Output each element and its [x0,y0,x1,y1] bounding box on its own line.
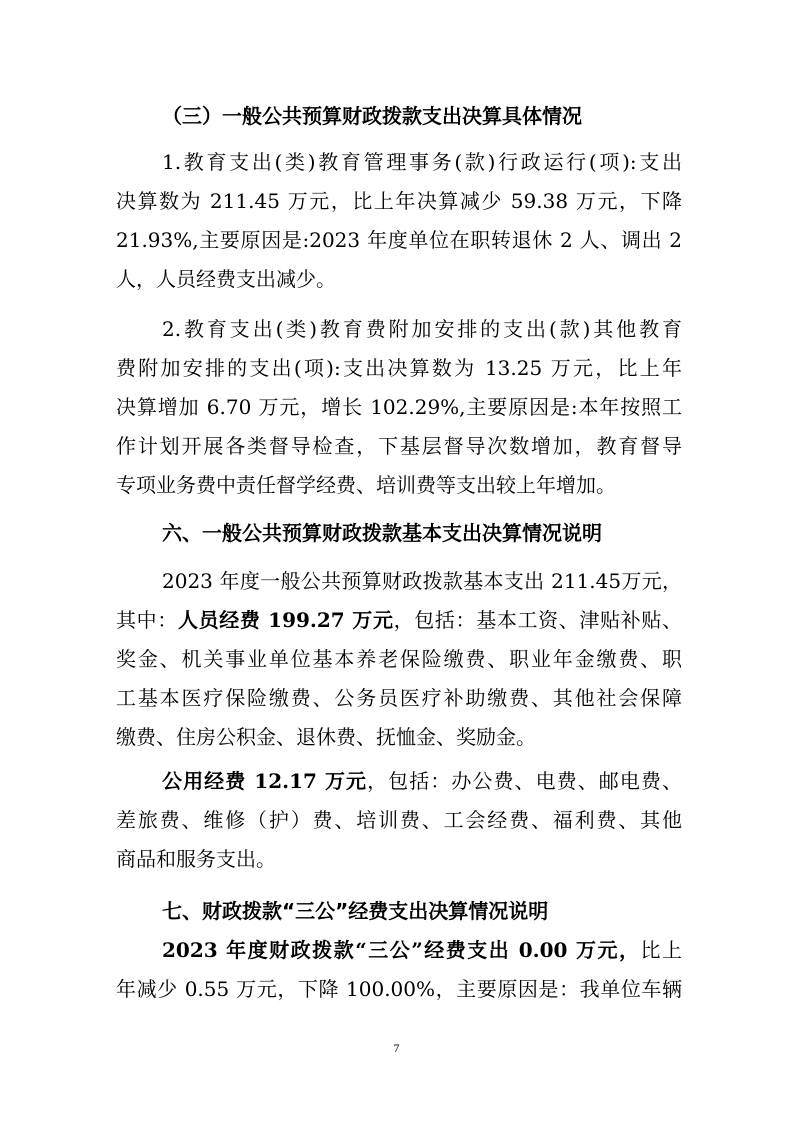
item1-line2: 决算数为 211.45 万元，比上年决算减少 59.38 万元，下降 [116,189,682,213]
public-expense-highlight: 公用经费 12.17 万元 [162,769,368,793]
section7-p1-suffix: 比上 [640,938,682,962]
section7-p1-line2: 年减少 0.55 万元，下降 100.00%，主要原因是：我单位车辆 [116,977,682,1001]
section6-p1-suffix: ，包括：基本工资、津贴补贴、 [393,608,682,632]
subsection-heading: （三）一般公共预算财政拨款支出决算具体情况 [162,104,582,128]
three-public-expense-highlight: 2023 年度财政拨款“三公”经费支出 0.00 万元， [162,938,641,962]
section7-p1-line1 [162,937,682,963]
personnel-expense-highlight: 人员经费 199.27 万元 [177,608,394,632]
page-number: 7 [393,1041,400,1055]
item2-line3: 决算增加 6.70 万元，增长 102.29%,主要原因是:本年按照工 [116,395,682,419]
section6-title: 六、一般公共预算财政拨款基本支出决算情况说明 [162,521,602,545]
section6-p2-line2: 差旅费、维修（护）费、培训费、工会经费、福利费、其他 [116,808,682,832]
section6-p2-line1 [162,768,682,794]
section6-p1-line4: 工基本医疗保险缴费、公务员医疗补助缴费、其他社会保障 [116,686,682,710]
section6-p1-line2 [116,607,682,633]
item1-line4: 人，人员经费支出减少。 [116,267,336,291]
section6-p1-line5: 缴费、住房公积金、退休费、抚恤金、奖励金。 [116,725,536,749]
section6-p1-line1: 2023 年度一般公共预算财政拨款基本支出 211.45万元， [162,569,682,593]
section6-p2-line3: 商品和服务支出。 [116,847,276,871]
item1-line1: 1.教育支出(类)教育管理事务(款)行政运行(项):支出 [162,150,682,174]
section6-p1-line3: 奖金、机关事业单位基本养老保险缴费、职业年金缴费、职 [116,647,682,671]
item2-line5: 专项业务费中责任督学经费、培训费等支出较上年增加。 [116,473,616,497]
item1-line3: 21.93%,主要原因是:2023 年度单位在职转退休 2 人、调出 2 [116,228,682,252]
section6-p1-prefix: 其中： [116,608,178,632]
item2-line4: 作计划开展各类督导检查，下基层督导次数增加，教育督导 [116,434,682,458]
item2-line1: 2.教育支出(类)教育费附加安排的支出(款)其他教育 [162,317,682,341]
item2-line2: 费附加安排的支出(项):支出决算数为 13.25 万元，比上年 [116,356,682,380]
section6-p2-suffix: ，包括：办公费、电费、邮电费、 [367,769,682,793]
section7-title: 七、财政拨款“三公”经费支出决算情况说明 [162,899,549,923]
